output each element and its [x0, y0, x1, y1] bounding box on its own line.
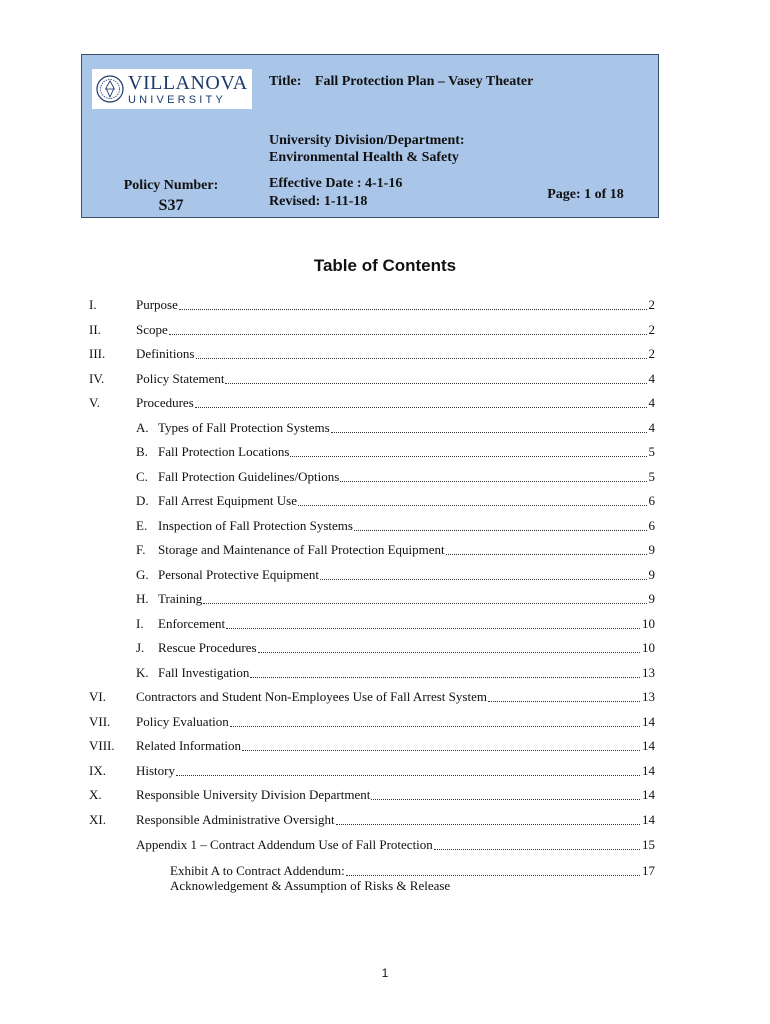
toc-entry-link[interactable]: [136, 321, 655, 339]
toc-section-number: VI.: [89, 689, 106, 704]
toc-page-number: 14: [642, 713, 655, 729]
toc-page-number: 9: [648, 566, 655, 582]
toc-page-number: 14: [642, 787, 655, 802]
toc-page-number: 4: [648, 370, 655, 386]
toc-row: [0, 468, 770, 486]
toc-entry-link[interactable]: [158, 590, 655, 608]
toc-entry-link[interactable]: [158, 443, 655, 461]
dates-cell: [260, 172, 513, 218]
page-number: 1: [381, 966, 389, 980]
toc-entry-text: Inspection of Fall Protection Systems: [158, 517, 353, 533]
toc-entry-link[interactable]: [158, 517, 655, 535]
toc-row: [0, 688, 770, 706]
toc-entry-link[interactable]: [158, 541, 655, 559]
toc-dot-leader: [434, 848, 640, 850]
toc-dot-leader: [488, 700, 640, 702]
toc-row: [0, 639, 770, 657]
toc-page-number: 10: [642, 640, 655, 655]
toc-section-number: II.: [89, 321, 101, 337]
toc-page-number: 14: [642, 738, 655, 753]
toc-section-number: X.: [89, 787, 102, 802]
toc-page-number: 2: [648, 321, 655, 337]
toc-subsection-letter: F.: [136, 542, 146, 557]
toc-section-number: I.: [89, 297, 97, 312]
toc-page-number: 4: [648, 395, 655, 410]
toc-entry-link[interactable]: [158, 492, 655, 510]
toc-row: [0, 296, 770, 314]
toc-row: [0, 419, 770, 437]
toc-entry-text: Rescue Procedures: [158, 640, 257, 655]
document-title: Fall Protection Plan – Vasey Theater: [314, 74, 534, 89]
toc-page-number: 10: [642, 615, 655, 631]
toc-dot-leader: [446, 553, 647, 555]
toc-subsection-letter: D.: [136, 493, 149, 508]
toc-entry-text: Fall Investigation: [158, 664, 250, 680]
toc-entry-link[interactable]: [158, 639, 655, 657]
toc-dot-leader: [230, 725, 640, 727]
toc-dot-leader: [179, 308, 647, 310]
toc-dot-leader: [371, 798, 640, 800]
department-value: Environmental Health & Safety: [269, 150, 459, 165]
toc-entry-text: Policy Statement: [136, 370, 225, 386]
department-cell: [260, 127, 658, 172]
toc-page-number: 15: [642, 837, 655, 852]
effective-date: Effective Date : 4-1-16: [269, 176, 403, 191]
toc-page-number: 2: [648, 346, 655, 361]
toc-row: [0, 566, 770, 584]
toc-entry-text: History: [136, 762, 175, 778]
toc-row: [0, 321, 770, 339]
toc-subsection-letter: I.: [136, 615, 144, 631]
policy-number-label: Policy Number:: [123, 178, 219, 193]
toc-section-number: VII.: [89, 713, 111, 729]
toc-dot-leader: [290, 455, 646, 457]
toc-entry-text: Procedures: [136, 395, 194, 410]
toc-dot-leader: [346, 874, 640, 876]
toc-row: [0, 590, 770, 608]
toc-page-number: 14: [642, 811, 655, 827]
toc-dot-leader: [340, 480, 646, 482]
title-cell: [260, 55, 658, 127]
toc-entry-link[interactable]: [158, 566, 655, 584]
logo-wordmark: VILLANOVA: [128, 71, 248, 94]
toc-page-number: 14: [642, 762, 655, 778]
page-count: Page: 1 of 18: [547, 187, 624, 202]
toc-dot-leader: [242, 749, 640, 751]
toc-page-number: 6: [648, 517, 655, 533]
toc-dot-leader: [258, 651, 640, 653]
toc-entry-link[interactable]: [136, 786, 655, 804]
university-seal-icon: [96, 75, 124, 103]
toc-subsection-letter: A.: [136, 419, 149, 435]
toc-heading: Table of Contents: [313, 256, 457, 275]
toc-section-number: III.: [89, 346, 106, 361]
university-logo: [92, 69, 252, 109]
toc-subsection-letter: C.: [136, 468, 148, 484]
toc-section-number: V.: [89, 395, 100, 410]
toc-dot-leader: [298, 504, 646, 506]
toc-entry-text: Related Information: [136, 738, 242, 753]
toc-row: [0, 492, 770, 510]
toc-row: [0, 664, 770, 682]
toc-row: [0, 737, 770, 755]
policy-number-cell: [82, 172, 260, 218]
toc-entry-text: Fall Arrest Equipment Use: [158, 493, 298, 508]
toc-entry-text: Purpose: [136, 297, 178, 312]
toc-section-number: IV.: [89, 370, 105, 386]
toc-dot-leader: [331, 431, 647, 433]
toc-dot-leader: [203, 602, 646, 604]
toc-entry-link[interactable]: [136, 688, 655, 706]
toc-row: [0, 394, 770, 412]
logo-subtext: UNIVERSITY: [128, 93, 227, 106]
toc-entry-text: Personal Protective Equipment: [158, 566, 320, 582]
toc-entry-link[interactable]: [158, 468, 655, 486]
toc-page-number: 4: [648, 419, 655, 435]
toc-page-number: 5: [648, 444, 655, 459]
toc-entry-link[interactable]: [136, 811, 655, 829]
toc-page-number: 9: [648, 591, 655, 606]
toc-row: [0, 541, 770, 559]
title-label: Title:: [269, 74, 302, 89]
policy-number: S37: [158, 197, 184, 214]
toc-entry-text: Appendix 1 – Contract Addendum Use of Fall Protection: [136, 837, 433, 852]
toc-page-number: 6: [648, 493, 655, 508]
revised-date: Revised: 1-11-18: [269, 194, 368, 209]
toc-entry-link[interactable]: [136, 345, 655, 363]
toc-row: [0, 517, 770, 535]
toc-entry-link[interactable]: [136, 370, 655, 388]
toc-section-number: VIII.: [89, 738, 115, 753]
toc-entry-link[interactable]: [136, 836, 655, 854]
toc-entry-text: Responsible University Division Department: [136, 787, 371, 802]
toc-entry-link[interactable]: [158, 615, 655, 633]
toc-subsection-letter: G.: [136, 566, 149, 582]
toc-row: [0, 786, 770, 804]
toc-row: [0, 811, 770, 829]
toc-entry-link[interactable]: [136, 394, 655, 412]
toc-entry-link[interactable]: [136, 296, 655, 314]
toc-page-number: 17: [642, 862, 655, 878]
logo-cell: [82, 55, 260, 172]
toc-dot-leader: [320, 578, 646, 580]
toc-section-number: XI.: [89, 811, 106, 827]
toc-entry-text: Fall Protection Guidelines/Options: [158, 468, 340, 484]
toc-row: [0, 713, 770, 731]
toc-subsection-letter: B.: [136, 444, 148, 459]
toc-entry-text: Contractors and Student Non-Employees Use of Fall Arrest System: [136, 689, 487, 704]
toc-subsection-letter: J.: [136, 640, 145, 655]
toc-row: [0, 345, 770, 363]
toc-row: [0, 836, 770, 854]
toc-entry-text: Policy Evaluation: [136, 713, 229, 729]
toc-row: [0, 615, 770, 633]
toc-section-number: IX.: [89, 762, 106, 778]
toc-entry-text: Definitions: [136, 346, 195, 361]
toc-entry-text: Training: [158, 591, 203, 606]
toc-subsection-letter: E.: [136, 517, 148, 533]
toc-page-number: 13: [642, 689, 655, 704]
toc-dot-leader: [354, 529, 647, 531]
toc-entry-link[interactable]: [158, 419, 655, 437]
toc-entry-text: Fall Protection Locations: [158, 444, 290, 459]
toc-page-number: 5: [648, 468, 655, 484]
toc-entry-text: Types of Fall Protection Systems: [158, 419, 330, 435]
toc-entry-link[interactable]: [136, 762, 655, 780]
toc-entry-text: Enforcement: [158, 615, 226, 631]
toc-page-number: 13: [642, 664, 655, 680]
toc-entry-link[interactable]: [158, 664, 655, 682]
toc-dot-leader: [169, 333, 647, 335]
toc-entry-text-continued: Acknowledgement & Assumption of Risks & Release: [170, 877, 451, 893]
toc-subsection-letter: H.: [136, 591, 149, 606]
toc-dot-leader: [226, 627, 640, 629]
toc-entry-text: Storage and Maintenance of Fall Protection Equipment: [158, 542, 445, 557]
toc-dot-leader: [195, 406, 647, 408]
toc-entry-text: Scope: [136, 321, 168, 337]
toc-dot-leader: [196, 357, 647, 359]
toc-row: [170, 877, 450, 895]
page-count-cell: [513, 172, 658, 218]
toc-subsection-letter: K.: [136, 664, 149, 680]
toc-entry-text: Responsible Administrative Oversight: [136, 811, 335, 827]
toc-page-number: 9: [648, 542, 655, 557]
toc-dot-leader: [176, 774, 640, 776]
toc-entry-link[interactable]: [136, 713, 655, 731]
toc-dot-leader: [250, 676, 640, 678]
toc-dot-leader: [225, 382, 646, 384]
policy-header-table: [81, 54, 659, 218]
toc-page-number: 2: [648, 297, 655, 312]
toc-row: [0, 370, 770, 388]
toc-row: [0, 762, 770, 780]
toc-entry-text: Exhibit A to Contract Addendum:: [170, 862, 345, 878]
department-label: University Division/Department:: [269, 133, 465, 148]
toc-entry-link[interactable]: [136, 737, 655, 755]
toc-row: [0, 443, 770, 461]
toc-dot-leader: [336, 823, 640, 825]
